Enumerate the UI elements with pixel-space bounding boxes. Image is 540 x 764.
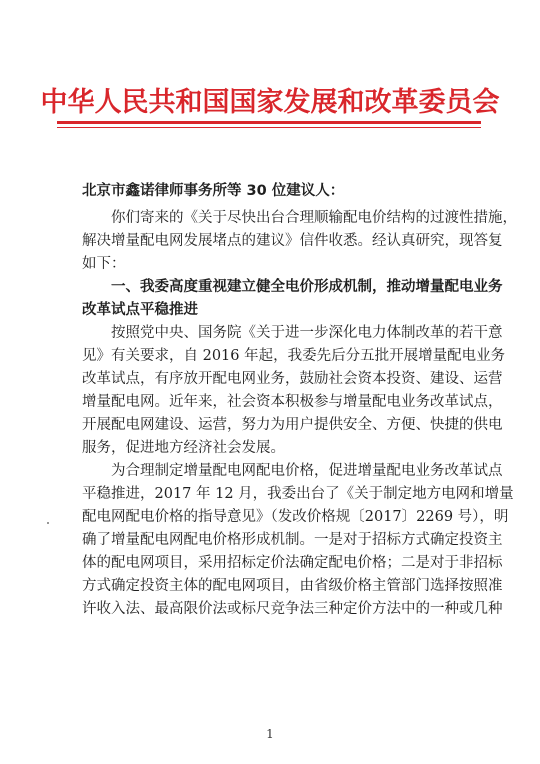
body-line: 为合理制定增量配电网配电价格，促进增量配电业务改革试点 [111,463,503,479]
body-line: 开展配电网建设、运营，努力为用户提供安全、方便、快捷的供电 [82,417,503,433]
body-line: 见》有关要求，自 2016 年起，我委先后分五批开展增量配电业务 [82,348,506,364]
body-line: 服务，促进地方经济社会发展。 [82,440,285,456]
body-line: 许收入法、最高限价法或标尺竞争法三种定价方法中的一种或几种 [82,601,503,617]
section-heading-line: 改革试点平稳推进 [82,302,198,318]
body-line: 增量配电网。近年来，社会资本积极参与增量配电业务改革试点， [82,394,503,410]
body-line: 你们寄来的《关于尽快出台合理顺输配电价结构的过渡性措施， [111,210,517,226]
body-line: 解决增量配电网发展堵点的建议》信件收悉。经认真研究，现答复 [82,233,503,249]
letterhead-title: 中华人民共和国国家发展和改革委员会 [40,87,500,118]
letterhead-rule-thin [57,127,481,128]
body-line: 按照党中央、国务院《关于进一步深化电力体制改革的若干意 [111,325,503,341]
body-line: 确了增量配电网配电价格形成机制。一是对于招标方式确定投资主 [82,532,503,548]
body-line: 体的配电网项目，采用招标定价法确定配电价格；二是对于非招标 [82,555,503,571]
salutation: 北京市鑫诺律师事务所等 30 位建议人： [82,183,345,199]
letter-body [82,180,517,621]
body-line: 改革试点，有序放开配电网业务，鼓励社会资本投资、建设、运营 [82,371,503,387]
scan-speck [47,522,49,524]
body-lines [82,207,517,621]
body-line: 如下： [82,256,126,272]
body-line: 方式确定投资主体的配电网项目，由省级价格主管部门选择按照准 [82,578,503,594]
body-line: 平稳推进，2017 年 12 月，我委出台了《关于制定地方电网和增量 [82,486,514,502]
page-number: 1 [266,727,274,741]
body-line: 配电网配电价格的指导意见》（发改价格规〔2017〕2269 号），明 [82,509,509,525]
section-heading-line: 一、我委高度重视建立健全电价形成机制，推动增量配电业务 [111,279,503,295]
letterhead-rule-thick [57,121,481,124]
